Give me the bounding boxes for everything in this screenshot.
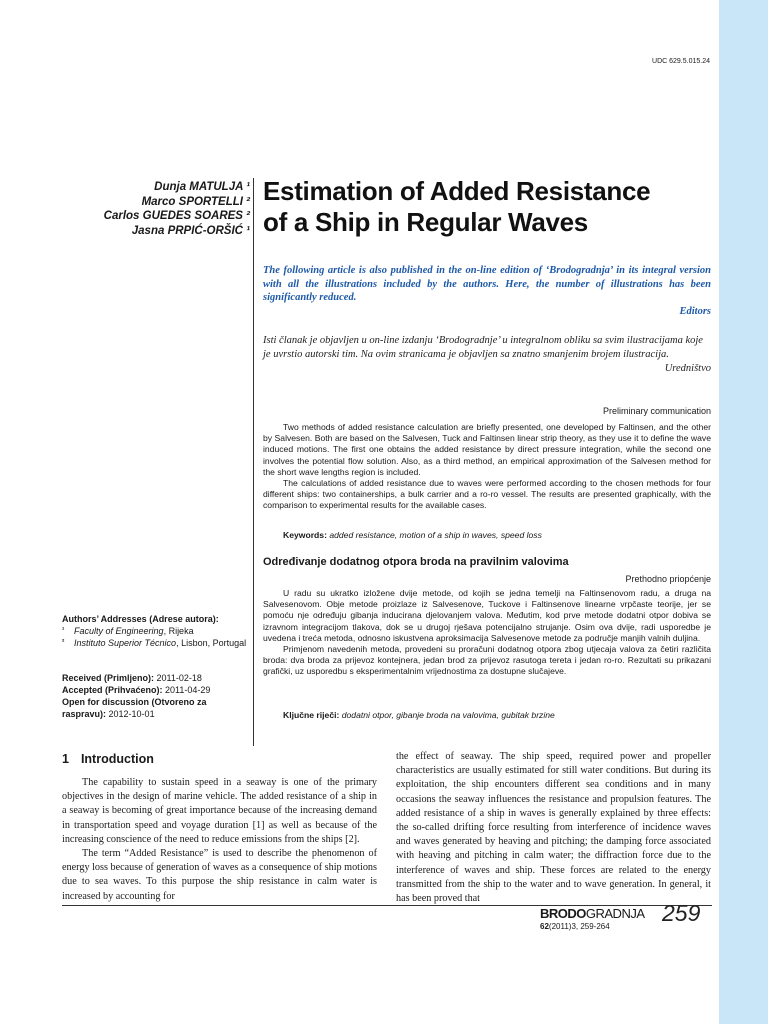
author-name: Marco SPORTELLI ² <box>141 195 250 208</box>
issue-volume: 62 <box>540 922 549 931</box>
editor-note-hr <box>263 334 711 376</box>
paper-type-en: Preliminary communication <box>602 406 711 416</box>
body-paragraph: The capability to sustain speed in a seaway is one of the primary objectives in the design of marine vehicle. The added resistance of a ship in a seaway is becoming of great importance because of the increasing demand in transportation speed and voyage duration [1] as well as because of the increasing conscience of the need to reduce emissions from the ships [2]. <box>62 777 377 845</box>
body-column-left <box>62 776 377 904</box>
article-title-hr: Određivanje dodatnog otpora broda na pravilnim valovima <box>263 556 569 568</box>
editor-note-signature: Editors <box>679 305 711 317</box>
abstract-paragraph: Two methods of added resistance calculation are briefly presented, one developed by Faltinsen, and the other by Salvesen. Both are based on the Salvesen, Tuck and Faltinsen linear strip theory, as they use it to define the wave induced motions. The first one obtains the added resistance by direct pressure integration, while the second one involves the potential flow solution. Also, as a third method, an empirical approximation of the Salvesen method for the short wave lengths region is included. <box>263 422 711 477</box>
abstract-en <box>263 422 711 512</box>
address-marker: ² <box>62 639 65 646</box>
section-title: Introduction <box>80 752 154 766</box>
keywords-label: Ključne riječi: <box>283 710 340 720</box>
discussion-date <box>62 696 252 720</box>
address-item <box>62 637 252 649</box>
author-name: Dunja MATULJA ¹ <box>154 181 250 193</box>
author-name: Jasna PRPIĆ-ORŠIĆ ¹ <box>131 224 250 237</box>
keywords-label: Keywords: <box>283 530 327 540</box>
date-label: Open for discussion (Otvoreno za raspravu): <box>62 697 207 719</box>
keywords-value: dodatni otpor, gibanje broda na valovima, gubitak brzine <box>341 710 555 720</box>
abstract-hr <box>263 588 711 678</box>
journal-logo-part: GRADNJA <box>585 906 645 921</box>
editor-note-text: The following article is also published in the on-line edition of ‘Brodogradnja’ in its integral version with all the illustrations included by the authors. Here, the number of illustrations has been significantly reduced. <box>263 265 711 303</box>
abstract-paragraph: Primjenom navedenih metoda, provedeni su proračuni dodatnog otpora zbog utjecaja valova za četiri različita broda: dva broda za prijevoz kontejnera, jedan brod za prijevoz rasutoga tereta i jedan ro-ro. Rezultati su prikazani grafički, uz usporedbu s eksperimentalnim vrijednostima za dostupne slučajeve. <box>263 644 711 677</box>
institution-location: , Lisbon, Portugal <box>176 638 247 648</box>
address-item <box>62 625 252 637</box>
title-line: Estimation of Added Resistance <box>263 176 651 206</box>
section-heading <box>62 752 154 766</box>
body-column-right: the effect of seaway. The ship speed, required power and propeller characteristics are usually estimated for still water conditions. But during its exploitation, the ship encounters different sea conditions and in many occasions the seaway influences the resistance and propulsion features. The added resistance of a ship in waves is generally explained by three effects: the so-called drifting force resulting from interference of incidence waves and waves generated by heaving and pitching; the damping force associated with heaving and pitching in calm water; the diffraction force due to the interference of waves and ship. These forces are related to the energy transmitted from the ship to the water and to wave generation. In general, it has been proved that <box>396 751 711 905</box>
accepted-date <box>62 684 252 696</box>
author-list <box>40 180 250 238</box>
institution-name: Instituto Superior Técnico <box>74 638 177 648</box>
editor-note-en <box>263 264 711 318</box>
author-addresses <box>62 613 252 649</box>
editor-note-text: Isti članak je objavljen u on-line izdanju ‘Brodogradnje’ u integralnom obliku sa svim ilustracijama koje je uvrstio autorski tim. Na ovim stranicama je objavljen sa znatno smanjenim brojem ilustracija. <box>263 335 703 360</box>
issue-details: (2011)3, 259-264 <box>548 922 610 931</box>
keywords-en <box>283 530 542 540</box>
date-label: Received (Primljeno): <box>62 673 155 683</box>
date-label: Accepted (Prihvaćeno): <box>62 685 163 695</box>
abstract-paragraph: The calculations of added resistance due to waves were performed according to the chosen methods for four different ships: two containerships, a bulk carrier and a ro-ro vessel. The results are presented graphically, with the comparison to experimental results for the available cases. <box>263 478 711 511</box>
editor-note-signature: Uredništvo <box>664 363 711 374</box>
journal-logo <box>540 906 645 921</box>
address-marker: ¹ <box>62 627 65 634</box>
journal-issue <box>540 922 610 931</box>
addresses-heading: Authors’ Addresses (Adrese autora): <box>62 614 219 624</box>
keywords-value: added resistance, motion of a ship in waves, speed loss <box>329 530 542 540</box>
keywords-hr <box>283 710 555 720</box>
footer-rule <box>62 905 540 906</box>
institution-name: Faculty of Engineering <box>74 626 164 636</box>
institution-location: , Rijeka <box>163 626 194 636</box>
date-value: 2012-10-01 <box>108 709 155 719</box>
page-number: 259 <box>662 900 701 926</box>
abstract-paragraph: U radu su ukratko izložene dvije metode, od kojih se jedna temelji na Faltinsenovom radu, a druga na Salvesenovom. Obje metode proizlaze iz Salvesenove, Tuckove i Faltinsenove linearne vrpčaste teorije, jer se pomoću nje određuju gibanja inducirana djelovanjem valova. Međutim, kod prve metode dodatni otpor dobiva se izravnom integracijom tlakova, dok se u drugoj rješava potencijalno strujanje. Osim ova dvije, radi usporedbe je uvedena i treća metoda, odnosno iskustvena aproksimacija Salvesenove metode za područje manjih valnih duljina. <box>263 588 711 643</box>
date-value: 2011-04-29 <box>165 685 211 695</box>
journal-logo-part: BRODO <box>540 906 586 921</box>
page-edge-band <box>719 0 768 1024</box>
udc-code: UDC 629.5.015.24 <box>652 58 710 65</box>
received-date <box>62 672 252 684</box>
title-line: of a Ship in Regular Waves <box>263 207 588 237</box>
article-dates <box>62 672 252 720</box>
date-value: 2011-02-18 <box>156 673 202 683</box>
paper-type-hr: Prethodno priopćenje <box>625 574 711 584</box>
article-title <box>263 176 713 238</box>
column-divider <box>253 178 254 746</box>
author-name: Carlos GUEDES SOARES ² <box>103 210 250 222</box>
body-paragraph: The term “Added Resistance” is used to describe the phenomenon of energy loss because of generation of waves as a consequence of ship motions due to sea waves. To this purpose the ship resistance in calm water is increased by accounting for <box>62 848 377 902</box>
section-number: 1 <box>62 752 69 766</box>
